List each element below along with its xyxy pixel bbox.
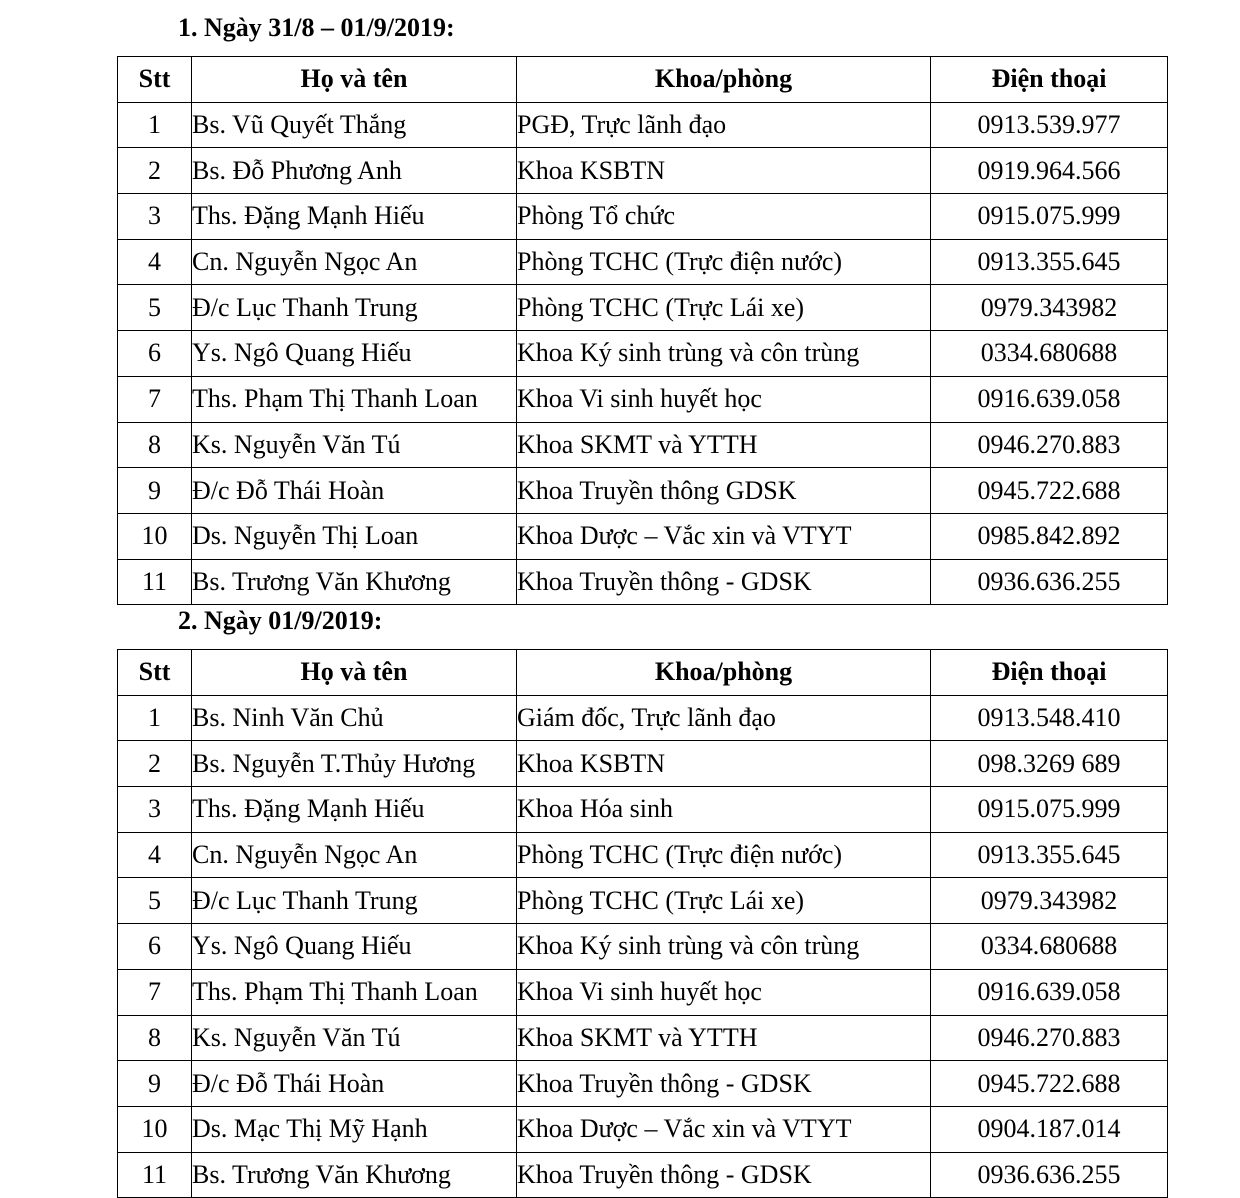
cell-department: Phòng Tổ chức xyxy=(517,194,931,240)
cell-stt: 11 xyxy=(118,1152,192,1198)
cell-department: Khoa Vi sinh huyết học xyxy=(517,376,931,422)
cell-name: Đ/c Đỗ Thái Hoàn xyxy=(192,468,517,514)
table-row xyxy=(118,741,1168,787)
cell-phone: 0334.680688 xyxy=(931,924,1168,970)
table-row xyxy=(118,1152,1168,1198)
cell-name: Ds. Mạc Thị Mỹ Hạnh xyxy=(192,1106,517,1152)
duty-table-2 xyxy=(117,649,1168,1198)
cell-department: Phòng TCHC (Trực điện nước) xyxy=(517,832,931,878)
table-header-row xyxy=(118,650,1168,696)
cell-stt: 8 xyxy=(118,1015,192,1061)
duty-table-1 xyxy=(117,56,1168,605)
table-row xyxy=(118,969,1168,1015)
cell-department: Khoa Dược – Vắc xin và VTYT xyxy=(517,513,931,559)
cell-department: Phòng TCHC (Trực Lái xe) xyxy=(517,878,931,924)
section-2-title: 2. Ngày 01/9/2019: xyxy=(178,606,383,635)
cell-stt: 7 xyxy=(118,969,192,1015)
cell-stt: 4 xyxy=(118,832,192,878)
cell-phone: 0936.636.255 xyxy=(931,1152,1168,1198)
cell-department: Khoa Hóa sinh xyxy=(517,787,931,833)
cell-stt: 3 xyxy=(118,194,192,240)
cell-name: Ks. Nguyễn Văn Tú xyxy=(192,422,517,468)
cell-department: Khoa SKMT và YTTH xyxy=(517,422,931,468)
cell-name: Ys. Ngô Quang Hiếu xyxy=(192,924,517,970)
cell-phone: 0915.075.999 xyxy=(931,787,1168,833)
cell-stt: 6 xyxy=(118,924,192,970)
cell-name: Ys. Ngô Quang Hiếu xyxy=(192,331,517,377)
cell-department: Phòng TCHC (Trực Lái xe) xyxy=(517,285,931,331)
cell-phone: 0904.187.014 xyxy=(931,1106,1168,1152)
header-name: Họ và tên xyxy=(192,650,517,696)
cell-department: PGĐ, Trực lãnh đạo xyxy=(517,102,931,148)
table-row xyxy=(118,924,1168,970)
table-row xyxy=(118,376,1168,422)
cell-stt: 11 xyxy=(118,559,192,605)
cell-phone: 0919.964.566 xyxy=(931,148,1168,194)
cell-phone: 098.3269 689 xyxy=(931,741,1168,787)
cell-phone: 0985.842.892 xyxy=(931,513,1168,559)
cell-name: Ds. Nguyễn Thị Loan xyxy=(192,513,517,559)
cell-name: Bs. Trương Văn Khương xyxy=(192,559,517,605)
cell-name: Ths. Đặng Mạnh Hiếu xyxy=(192,194,517,240)
table-1-body xyxy=(118,102,1168,605)
cell-department: Khoa SKMT và YTTH xyxy=(517,1015,931,1061)
cell-phone: 0945.722.688 xyxy=(931,1061,1168,1107)
cell-phone: 0946.270.883 xyxy=(931,1015,1168,1061)
table-row xyxy=(118,194,1168,240)
cell-stt: 3 xyxy=(118,787,192,833)
cell-stt: 8 xyxy=(118,422,192,468)
cell-department: Phòng TCHC (Trực điện nước) xyxy=(517,239,931,285)
cell-name: Ths. Đặng Mạnh Hiếu xyxy=(192,787,517,833)
cell-name: Cn. Nguyễn Ngọc An xyxy=(192,832,517,878)
cell-stt: 6 xyxy=(118,331,192,377)
table-row xyxy=(118,422,1168,468)
cell-phone: 0979.343982 xyxy=(931,285,1168,331)
table-row xyxy=(118,695,1168,741)
cell-stt: 1 xyxy=(118,695,192,741)
cell-phone: 0915.075.999 xyxy=(931,194,1168,240)
table-row xyxy=(118,832,1168,878)
cell-phone: 0945.722.688 xyxy=(931,468,1168,514)
cell-department: Khoa Ký sinh trùng và côn trùng xyxy=(517,331,931,377)
header-stt: Stt xyxy=(118,57,192,103)
cell-phone: 0334.680688 xyxy=(931,331,1168,377)
cell-phone: 0913.355.645 xyxy=(931,832,1168,878)
cell-stt: 7 xyxy=(118,376,192,422)
cell-name: Bs. Đỗ Phương Anh xyxy=(192,148,517,194)
header-department: Khoa/phòng xyxy=(517,57,931,103)
cell-phone: 0936.636.255 xyxy=(931,559,1168,605)
cell-department: Giám đốc, Trực lãnh đạo xyxy=(517,695,931,741)
table-row xyxy=(118,468,1168,514)
cell-name: Cn. Nguyễn Ngọc An xyxy=(192,239,517,285)
cell-name: Đ/c Đỗ Thái Hoàn xyxy=(192,1061,517,1107)
cell-department: Khoa KSBTN xyxy=(517,741,931,787)
cell-stt: 1 xyxy=(118,102,192,148)
cell-phone: 0979.343982 xyxy=(931,878,1168,924)
cell-stt: 10 xyxy=(118,1106,192,1152)
section-1-title: 1. Ngày 31/8 – 01/9/2019: xyxy=(178,13,455,42)
cell-stt: 9 xyxy=(118,468,192,514)
cell-department: Khoa Dược – Vắc xin và VTYT xyxy=(517,1106,931,1152)
cell-department: Khoa Truyền thông - GDSK xyxy=(517,559,931,605)
cell-department: Khoa Ký sinh trùng và côn trùng xyxy=(517,924,931,970)
cell-department: Khoa Vi sinh huyết học xyxy=(517,969,931,1015)
cell-name: Bs. Ninh Văn Chủ xyxy=(192,695,517,741)
cell-stt: 2 xyxy=(118,741,192,787)
cell-name: Đ/c Lục Thanh Trung xyxy=(192,878,517,924)
cell-name: Đ/c Lục Thanh Trung xyxy=(192,285,517,331)
header-name: Họ và tên xyxy=(192,57,517,103)
cell-stt: 5 xyxy=(118,878,192,924)
header-department: Khoa/phòng xyxy=(517,650,931,696)
cell-phone: 0916.639.058 xyxy=(931,969,1168,1015)
cell-department: Khoa Truyền thông - GDSK xyxy=(517,1061,931,1107)
table-row xyxy=(118,1061,1168,1107)
cell-name: Ths. Phạm Thị Thanh Loan xyxy=(192,969,517,1015)
cell-department: Khoa Truyền thông - GDSK xyxy=(517,1152,931,1198)
table-row xyxy=(118,285,1168,331)
table-row xyxy=(118,1015,1168,1061)
table-row xyxy=(118,331,1168,377)
cell-name: Ths. Phạm Thị Thanh Loan xyxy=(192,376,517,422)
table-row xyxy=(118,239,1168,285)
table-row xyxy=(118,878,1168,924)
cell-stt: 9 xyxy=(118,1061,192,1107)
cell-name: Bs. Trương Văn Khương xyxy=(192,1152,517,1198)
table-row xyxy=(118,1106,1168,1152)
header-stt: Stt xyxy=(118,650,192,696)
cell-phone: 0913.355.645 xyxy=(931,239,1168,285)
cell-phone: 0946.270.883 xyxy=(931,422,1168,468)
cell-department: Khoa Truyền thông GDSK xyxy=(517,468,931,514)
cell-name: Bs. Vũ Quyết Thắng xyxy=(192,102,517,148)
cell-stt: 5 xyxy=(118,285,192,331)
cell-stt: 2 xyxy=(118,148,192,194)
table-2-body xyxy=(118,695,1168,1198)
cell-phone: 0913.548.410 xyxy=(931,695,1168,741)
cell-department: Khoa KSBTN xyxy=(517,148,931,194)
table-row xyxy=(118,559,1168,605)
header-phone: Điện thoại xyxy=(931,650,1168,696)
table-row xyxy=(118,513,1168,559)
cell-name: Ks. Nguyễn Văn Tú xyxy=(192,1015,517,1061)
table-row xyxy=(118,102,1168,148)
cell-stt: 10 xyxy=(118,513,192,559)
cell-name: Bs. Nguyễn T.Thủy Hương xyxy=(192,741,517,787)
table-row xyxy=(118,148,1168,194)
cell-phone: 0913.539.977 xyxy=(931,102,1168,148)
cell-stt: 4 xyxy=(118,239,192,285)
header-phone: Điện thoại xyxy=(931,57,1168,103)
table-header-row xyxy=(118,57,1168,103)
table-row xyxy=(118,787,1168,833)
cell-phone: 0916.639.058 xyxy=(931,376,1168,422)
